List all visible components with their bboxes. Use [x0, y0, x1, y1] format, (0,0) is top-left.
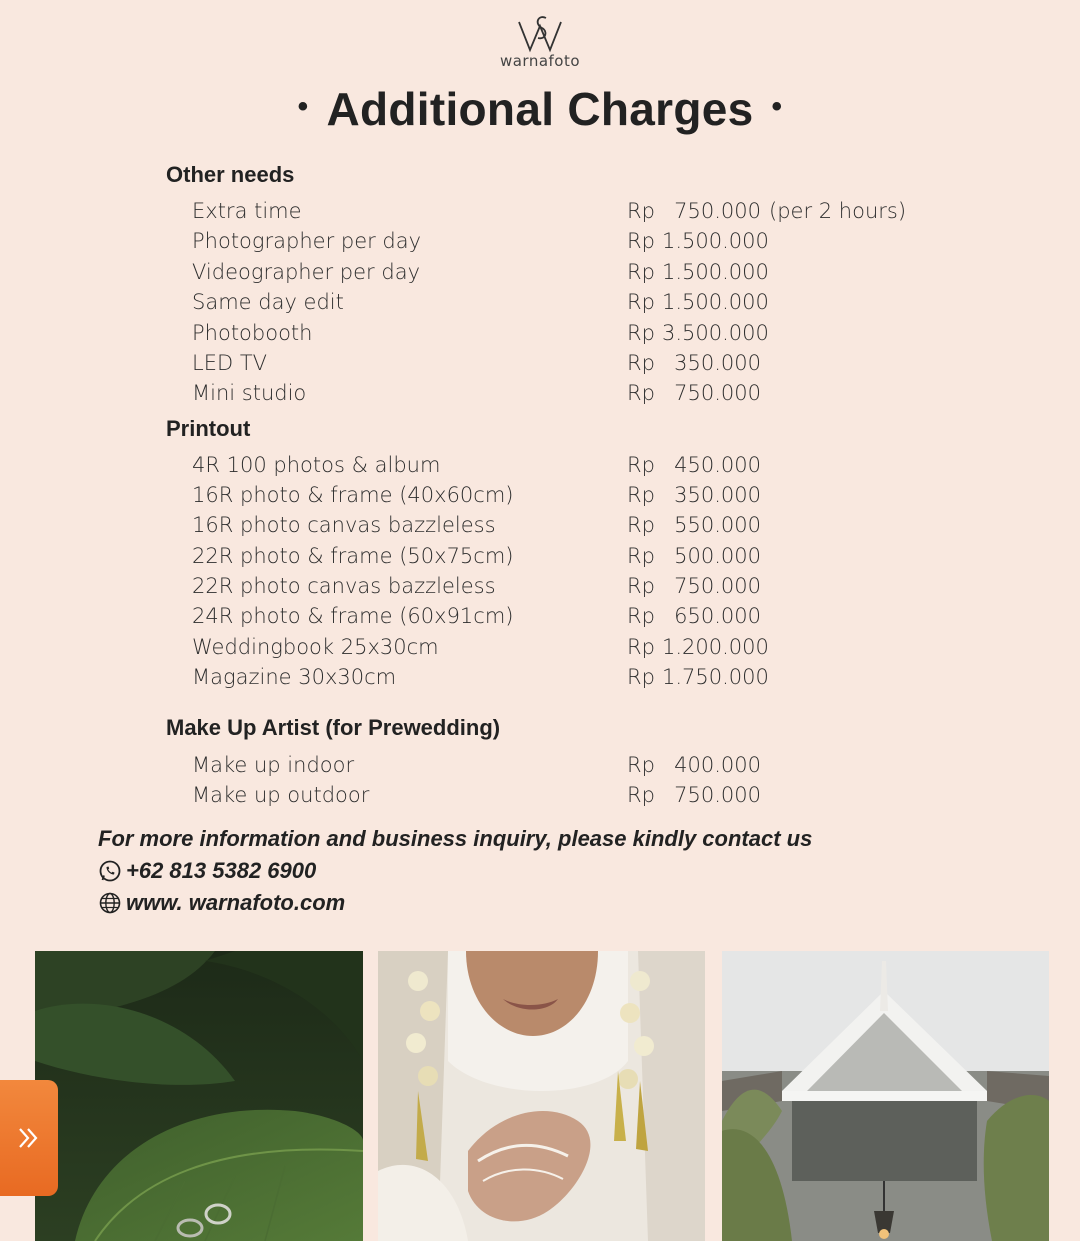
- price-row: [192, 453, 912, 483]
- item-price: 350.000: [674, 351, 761, 375]
- price-row: [192, 199, 912, 229]
- currency-label: Rp: [627, 513, 655, 537]
- price-row: [192, 260, 912, 290]
- item-name: 16R photo & frame (40x60cm): [192, 483, 514, 507]
- item-note: (per 2 hours): [769, 199, 907, 223]
- whatsapp-icon: [98, 859, 122, 883]
- item-name: LED TV: [192, 351, 268, 375]
- page-title-text: Additional Charges: [326, 83, 754, 135]
- item-price: 1.750.000: [662, 665, 769, 689]
- title-dot-left: •: [297, 89, 309, 123]
- price-row: [192, 321, 912, 351]
- item-name: Make up outdoor: [192, 783, 370, 807]
- item-price: 1.500.000: [662, 290, 769, 314]
- item-price: 650.000: [674, 604, 761, 628]
- contact-website[interactable]: [98, 890, 345, 916]
- venue-image: [722, 951, 1049, 1241]
- contact-phone[interactable]: [98, 858, 316, 884]
- item-name: Videographer per day: [192, 260, 420, 284]
- item-name: Same day edit: [192, 290, 344, 314]
- wedding-rings-on-leaf-photo: [35, 951, 363, 1241]
- item-name: Photographer per day: [192, 229, 422, 253]
- item-price: 400.000: [674, 753, 761, 777]
- item-price: 3.500.000: [662, 321, 769, 345]
- currency-label: Rp: [627, 453, 655, 477]
- side-expand-tab[interactable]: [0, 1080, 58, 1196]
- double-chevron-right-icon: [14, 1123, 44, 1153]
- phone-number[interactable]: +62 813 5382 6900: [126, 858, 317, 883]
- item-name: Make up indoor: [192, 753, 355, 777]
- section-heading-other-needs: Other needs: [166, 162, 295, 187]
- title-dot-right: •: [771, 89, 783, 123]
- item-price: 450.000: [674, 453, 761, 477]
- venue-roof-photo: [722, 951, 1049, 1241]
- bride-henna-hands-photo: [378, 951, 705, 1241]
- section-heading-printout: Printout: [166, 416, 251, 441]
- currency-label: Rp: [627, 574, 655, 598]
- contact-intro: For more information and business inquiry, please kindly contact us: [98, 826, 813, 851]
- price-row: [192, 635, 912, 665]
- currency-label: Rp: [627, 229, 655, 253]
- price-row: [192, 483, 912, 513]
- item-name: 4R 100 photos & album: [192, 453, 441, 477]
- price-row: [192, 544, 912, 574]
- currency-label: Rp: [627, 381, 655, 405]
- price-row: [192, 665, 912, 695]
- item-name: 24R photo & frame (60x91cm): [192, 604, 514, 628]
- currency-label: Rp: [627, 321, 655, 345]
- item-price: 550.000: [674, 513, 761, 537]
- section-heading-make-up-artist: Make Up Artist (for Prewedding): [166, 715, 501, 740]
- price-row: [192, 783, 912, 813]
- item-price: 1.500.000: [662, 260, 769, 284]
- globe-icon: [98, 891, 122, 915]
- currency-label: Rp: [627, 665, 655, 689]
- price-row: [192, 351, 912, 381]
- item-name: Extra time: [192, 199, 302, 223]
- item-price: 750.000: [674, 783, 761, 807]
- item-name: Weddingbook 25x30cm: [192, 635, 439, 659]
- currency-label: Rp: [627, 635, 655, 659]
- price-row: [192, 290, 912, 320]
- item-price: 750.000: [674, 199, 761, 223]
- price-row: [192, 513, 912, 543]
- currency-label: Rp: [627, 753, 655, 777]
- price-row: [192, 753, 912, 783]
- item-name: 16R photo canvas bazzleless: [192, 513, 496, 537]
- currency-label: Rp: [627, 351, 655, 375]
- currency-label: Rp: [627, 783, 655, 807]
- currency-label: Rp: [627, 544, 655, 568]
- item-price: 350.000: [674, 483, 761, 507]
- brand-logo: [0, 12, 1080, 70]
- price-row: [192, 574, 912, 604]
- warnafoto-logo-icon: [516, 12, 564, 54]
- item-price: 750.000: [674, 381, 761, 405]
- website-link[interactable]: www. warnafoto.com: [126, 890, 346, 915]
- rings-leaf-image: [35, 951, 363, 1241]
- bride-image: [378, 951, 705, 1241]
- currency-label: Rp: [627, 290, 655, 314]
- item-name: Magazine 30x30cm: [192, 665, 397, 689]
- item-name: Photobooth: [192, 321, 313, 345]
- item-name: 22R photo canvas bazzleless: [192, 574, 496, 598]
- page-title: [0, 82, 1080, 136]
- item-name: 22R photo & frame (50x75cm): [192, 544, 514, 568]
- brand-name: warnafoto: [499, 52, 581, 70]
- item-price: 1.500.000: [662, 229, 769, 253]
- currency-label: Rp: [627, 260, 655, 284]
- price-row: [192, 381, 912, 411]
- item-price: 750.000: [674, 574, 761, 598]
- currency-label: Rp: [627, 483, 655, 507]
- price-row: [192, 229, 912, 259]
- item-price: 500.000: [674, 544, 761, 568]
- item-name: Mini studio: [192, 381, 307, 405]
- item-price: 1.200.000: [662, 635, 769, 659]
- currency-label: Rp: [627, 199, 655, 223]
- currency-label: Rp: [627, 604, 655, 628]
- price-row: [192, 604, 912, 634]
